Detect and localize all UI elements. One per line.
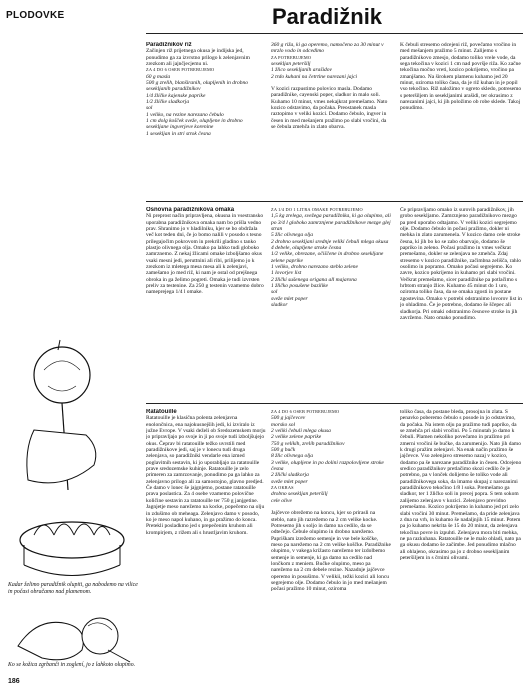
ingredient: drobno sesekljan peteršilj — [271, 491, 328, 498]
recipe3-col1 — [146, 409, 266, 671]
recipe2-intro: Ni preprost način pripravljena, okusna in vsestransko uporabna paradižnikova omaka nam bo prišla vedno prav. Shranimo jo v hladilniku, kjer se bo obdržala več kot teden dni, če jo bomo nalili v posodo s tesno prilegajočim pokrovom in prekrili gladino s tanko plastjo olivnega olja. Omako pa lahko tudi globoko zamrznemo. Z nekaj žlicami omake izboljšamo okus vsaki mesni jedi, peruttnini ali ribi, prilijemo jo k zrezkom iz mletega mesa mesa ali k zelenjavi, zamešamo jo med riž, ki nam je ostal od prejšnega obroka in ga želimo pogreti. Omaka je tudi izvrsten preliv za testenine. Za 250 g testenin vzamemo dobro nameprejega 1/4 l omake. — [146, 213, 264, 296]
ingredient: cele olive — [271, 497, 292, 504]
ingredient: 8 žlic olivnega olja — [271, 453, 314, 460]
recipe2-method: Če pripravljamo omako iz surovih paradižnikov, jih grobo sesekljamo. Zamrznjeno paradižnikovo mezgo pa pred uporabo odtajamo. V veliki kozici segrejemo olje. Dodamo čebulo in počasi pražimo, dokler ni mehka in zlato zarumenela. V kozico damo cele stroke česna, ki jih bo ko se zabo obarvajo, dodamo še papriko in zeleno. Počasi pražimo in vmes večkrat premešamo, dokler se zelenjava ne zmehča. Zdaj stresemo v kozico paradižnike, začimbna zelišča, rahlo osolimo in popramo. Omako počasi segrejemo. Ko zavre, kozico pokrijemo in kuhamo pri slabi vročini. Večkrat premešamo, sicer paradižnike pa potlačimo s hrbtom stranjo žlice. Kuhamo 45 minut do 1 uro, oziroma toliko časa, da se omaka zgosti in postane zgostevina. Omako v potrebi odstranimo lovorov list in jo ohladimo. Če je potrebno, dodamo še ščepec ali sladkorja. Pri omaki odstranimo česnove stroke in jih zavržemo. Nato omako ponudimo. — [400, 207, 522, 321]
ingredient: sol — [271, 289, 278, 296]
recipe1-servings: ZA 4 DO 6 OSEB POTREBUJEMO — [146, 67, 215, 73]
ingredient: morsko sol — [271, 421, 295, 428]
recipe3-col2 — [271, 409, 391, 671]
recipe1-method-b: K čebuli stresemo odcejeni riž, povečamo vročino in med mešanjem pražimo 5 minut. Zalijemo s paradižnikovo zmesjo, dodamo toliko vrele vode, da sega tekočina v kozici 1 cm nad površje riža. Ko začne tekočina močno vreti, kozico pokrijemo, vročino pa zmanjšamo. Na širokem plamenu kuhamo jed 20 minut, oziroma toliko časa, da je riž kuhan in je popil vso tekočino. Riž naložimo v ogreto skledo, potresemo s peteršiljem in sesekljanimi arašidi, ter okrasimo z narezanimi jajci, ki jih položimo ob robe sklede. Takoj ponudimo. — [400, 42, 522, 112]
ingredient: 360 g riža, ki ga operemo, namočeno za 30 minut v mrzlo vodo in odcedimo — [271, 42, 384, 55]
caption-2: Ko se kožica zgrbanči in zoglení, jo z lahkoto olupimo. — [8, 662, 136, 668]
recipe3-servings: ZA 4 DO 6 OSEB POTREBUJEMO — [271, 409, 340, 414]
recipe1-subheading: ZA POTREBUJEMO — [271, 54, 312, 60]
recipe3-method-b: toliko časa, da postane bleda, prosojna in zlata. S penavko poberemo čebulo s posode in jo odstavimo, da počaka. Na istem olju pa pražimo tudi papriko, da se zmehča pri slabi vročini. Po 5 minutah jo damo k čebuli. Plamen nekoliko povečamo in pražimo pri zmerni vročini še bučke, da zarumenijo. Nato jih damo k drugi pražim zelenjavi. Na enak način pražimo še jajčevce. Vso zelenjavo stresemo nazaj v kozico, dodamo pa še narezane paradižnike in česen. Odcejeno sredico paradižnikov pretlačimo skozi cedilo če je potrebno, pa v lonček dolijemo še toliko vode ali paradižnikovega soka, da imamo skupaj z narezanimi paradižnikovo tekočino 1/8 l soka. Premešamo ga sladkor, ter 1 žličko soli in precej popra. S tem sokom zalijemo zelenjavo v kozici. Zelenjavo previdno premešamo. Kozico pokrijemo in kuhamo jed pri zelo slabi vročini 30 minut. Premešamo, da pride zelenjava z dna na vrh, in kuhamo še nadaljnjih 15 minut. Potem pa jo kuhamo nekrita še 15 do 20 minut, da zelenjava tekočina povre in izpuhti. Zelenjava mora biti mehka, ne pa razkuhana. Ratatouille ne le malo ohladi, nato pa ga okusu dodamo še začimbe. Jed ponudimo mlačno ali ohlajeno, okrasimo pa jo z drobno sesekljanim peteršiljem in s črnimi olivami. — [400, 409, 522, 561]
recipe3-intro: Ratatouille je klasična polenta zelenjavna enolončnica, ena najokusnejših jedi, ki izviralo iz južne Evrope. V vsaki deželi ob Sredozemskem morju jo pripravljajo po svoje in ji po svoje tudi izboljšujejo okus. Čeprav bi ratatouille težko uvrstili med paradižnikove jedi, saj je v lonecu tudi druga zelenjava, so paradižniki vendarle ena izmed poglavitnih sestavin, ki jo uporabljajo za ratatouille prave sredozemske kuhinje. Ratatouille je zelo primeren za zamrzovanje, ponudimo pa ga lahko za zelenjavno prilogo ali za samostojno, glavno predjed. Če damo v lonec še jajgnjetno, postane ratatouille prava poslastica. Za 4 osebe vzamemo polovične količine sestavin za ratatouille ter 750 g janjgetine. Jagnjetje meso narežemo na kocke, popečemo na olju in zdušimo ob meheaga. Zelenjavo damo v posodo, ko je meso napol kuhano, in ga pražimo do konca. Pretekli posladkmo jed s prepečenim kruhom ali krompirjem, z rižem ali s hrustljavim kruhom. — [146, 415, 266, 536]
ingredient: sveže mlet poper — [271, 478, 308, 485]
ingredient: sladkor — [271, 302, 288, 309]
ingredient: 1/2 velike, obrezane, očiščene in drobno sesekljane zelene paprike — [271, 251, 384, 264]
recipe3-ingredients — [271, 415, 391, 485]
ingredient: 1/4 žličke kajenske paprike — [146, 92, 206, 99]
ingredient: 1,5 kg zrelega, svežega paradižnika, ki ga olupimo, ali po 3/4 l globoko zamrznjene paradižnikove mezge glej stran — [271, 213, 391, 233]
caption-1: Kadar želimo paradižnik olupiti, ga nabodemo na vilice in počasi obračamo nad plamenom. — [8, 582, 138, 595]
ingredient: 500 g zrelih, blanširanih, olupljenih in drobno sesekljanih paradižnikov — [146, 80, 248, 93]
ingredient: 2 žlički sušenega origana all majarona — [271, 276, 357, 283]
ingredient: 4 debele, olupljene stroke česna — [271, 245, 342, 252]
ingredient: sveže mlet poper — [271, 295, 308, 302]
recipe2-ingredients — [271, 213, 391, 308]
ingredient: 5 žlic olivnega olja — [271, 232, 314, 239]
ingredient: 1 veliko, na rezine narezano čebulo — [146, 111, 224, 118]
ingredient: 2 drobno sesekljani srednje veliki čebuli mlega okusa — [271, 238, 389, 245]
recipe1-ingredients — [146, 74, 263, 137]
recipe1-col3 — [400, 42, 522, 192]
peeling-illustration — [8, 606, 138, 666]
section-label: PLODOVKE — [6, 10, 65, 21]
recipe1-col1 — [146, 42, 263, 192]
recipe1-method-a: V kozici razpustimo polovico masla. Dodamo paradižnike, cayenski poper, sladkor in malo soli. Kuhamo 10 minut, vmes nekajkrat premešamo. Nato kozico odstavimo, da počaka. Preostanek masla raztopimo v veliki kozici. Dodamo čebulo, ingver in česen in med mešanjem pražimo po slabi vročini, da se čebula zmehča in zlato obarva. — [271, 86, 388, 131]
ingredient: 1/2 žličke sladkorja — [146, 99, 190, 106]
recipe1-title: Paradižnikov riž — [146, 42, 192, 48]
recipe2-title: Osnovna paradižnikova omaka — [146, 207, 235, 213]
ingredient: 3 velike, olupljene in po dolini razpolovljene stroke česna — [271, 459, 384, 473]
recipe2-col2 — [271, 207, 391, 397]
ingredient: 1 veliko, drobno narezano steblo zelene — [271, 264, 358, 271]
ingredient: 2 žlički sladkorja — [271, 472, 309, 479]
ingredient: 2 veliki čebuli mlega okusa — [271, 428, 331, 435]
header-rule — [146, 33, 523, 34]
recipe2-col1 — [146, 207, 266, 397]
ingredient: 500 g jajčevcev — [271, 415, 306, 422]
ingredient: 1 cm dolg košček sveže, olupljene in drobno sesekljane ingverjeve korenine — [146, 118, 243, 131]
ingredient: 1 lovorjev list — [271, 270, 302, 277]
page-title: Paradižnik — [272, 4, 383, 29]
divider — [146, 201, 523, 202]
recipe2-col3 — [400, 207, 522, 397]
recipe3-col3 — [400, 409, 522, 671]
ingredient: 1 žlico sesekljanih arašidov — [271, 67, 332, 74]
recipe3-title: Ratatouille — [146, 409, 177, 415]
ingredient: 750 g velikih, zrelih paradižnikov — [271, 440, 345, 447]
recipe2-servings: ZA 1/4 DO 1 LITRA OMAKE POTREBUJEMO — [271, 207, 363, 212]
tomato-fork-illustration — [4, 330, 142, 618]
recipe1-intro: Začinjen riž prijetnega okusa je indijska jed, ponudimo ga za izvrstno prilogo k zelenjavnim zrezkom ali jajnčjecjemu ni. — [146, 48, 250, 68]
ingredient: 500 g bučk — [271, 447, 296, 454]
ingredient: sol — [146, 105, 153, 112]
ingredient: 60 g masla — [146, 73, 171, 80]
page-number: 186 — [8, 678, 20, 685]
ingredient: sesekljan peteršilj — [271, 61, 311, 68]
divider — [146, 403, 523, 404]
ingredient: 2 trdo kuhani na četrtine narezani jajci — [271, 73, 358, 80]
ingredient: 1 žličko posušene bazilike — [271, 283, 328, 290]
recipe3-garnish-heading: ZA OKRAS — [271, 485, 294, 491]
recipe3-method-a: Jajčevce obrežemo na koncu, kjer so prirasli na steblo, nato jih razrežemo na 2 cm velike kocke. Potresemo jih s soljo in damo na cedilo, da se odtečejo. Čebule olupimo in drobno narežemo. Papriškam izrežemo semenje in vse bele koščke, meso pa narežemo na 2 cm velike koščke. Paradižnike olupimo, v vakega križasto narežemo ter izdolbemo semenje in semenje, ki ga damo na cedilo nad lončkom z meniem. Bučke olupimo, meso pa narežemo na 2 cm debele rezine. Nazadnje jajčevce operemo in posušimo. V velikii, težki kozici ali loncu segrejemo olje. Dodamo čebulo in jo med mešanjem počasi pražimo 10 minut, oziroma — [271, 510, 391, 593]
ingredient: 1 sesekljan in stri strok česna — [146, 130, 211, 137]
ingredient: 2 velike zelene paprike — [271, 434, 322, 441]
recipe1-col2 — [271, 42, 391, 192]
